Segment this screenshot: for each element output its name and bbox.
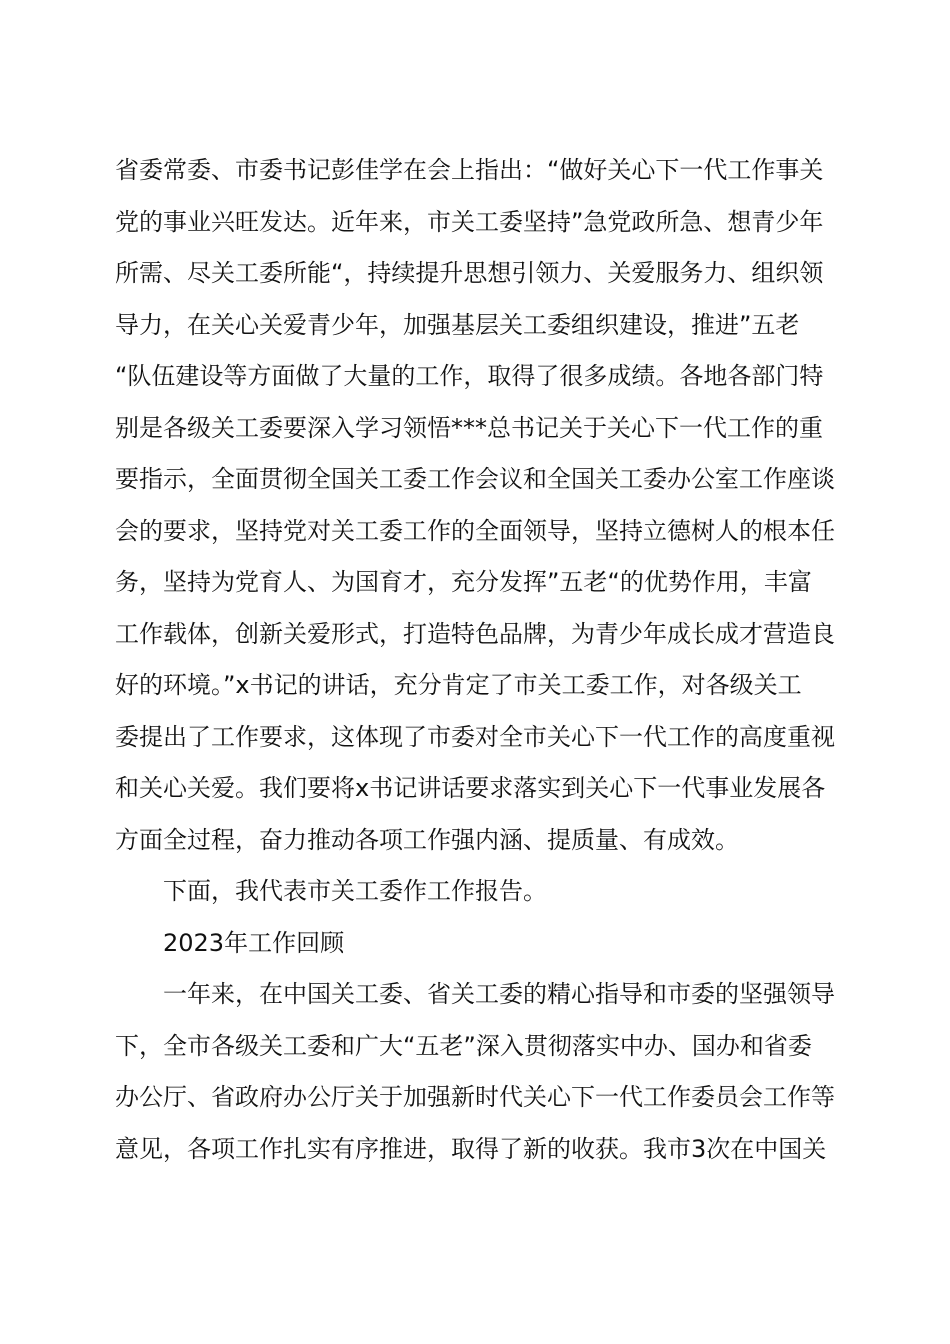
- body-text: [115, 145, 835, 1175]
- text-line: 委提出了工作要求，这体现了市委对全市关心下一代工作的高度重视: [115, 722, 835, 751]
- text-line: 下，全市各级关工委和广大“五老”深入贯彻落实中办、国办和省委: [115, 1031, 812, 1060]
- text-line: 会的要求，坚持党对关工委工作的全面领导，坚持立德树人的根本任: [115, 516, 835, 545]
- text-line: 导力，在关心关爱青少年，加强基层关工委组织建设，推进”五老: [115, 310, 800, 339]
- text-line: 办公厅、省政府办公厅关于加强新时代关心下一代工作委员会工作等: [115, 1083, 835, 1111]
- text-line: 2023年工作回顾: [163, 928, 345, 957]
- text-line: 所需、尽关工委所能“，持续提升思想引领力、关爱服务力、组织领: [115, 259, 824, 287]
- text-line: “队伍建设等方面做了大量的工作，取得了很多成绩。各地各部门特: [115, 362, 824, 390]
- text-line: 好的环境。”x书记的讲话，充分肯定了市关工委工作，对各级关工: [115, 671, 802, 699]
- text-line: 下面，我代表市关工委作工作报告。: [163, 877, 547, 905]
- text-line: 一年来，在中国关工委、省关工委的精心指导和市委的坚强领导: [163, 980, 835, 1008]
- text-line: 和关心关爱。我们要将x书记讲话要求落实到关心下一代事业发展各: [115, 774, 826, 802]
- text-line: 党的事业兴旺发达。近年来，市关工委坚持”急党政所急、想青少年: [115, 207, 824, 236]
- text-line: 意见，各项工作扎实有序推进，取得了新的收获。我市3次在中国关: [115, 1134, 827, 1163]
- text-line: 方面全过程，奋力推动各项工作强内涵、提质量、有成效。: [115, 825, 739, 854]
- text-line: 别是各级关工委要深入学习领悟***总书记关于关心下一代工作的重: [115, 413, 823, 442]
- text-line: 工作载体，创新关爱形式，打造特色品牌，为青少年成长成才营造良: [115, 619, 835, 648]
- text-line: 务，坚持为党育人、为国育才，充分发挥”五老“的优势作用，丰富: [115, 568, 812, 596]
- text-line: 要指示，全面贯彻全国关工委工作会议和全国关工委办公室工作座谈: [115, 465, 835, 493]
- text-line: 省委常委、市委书记彭佳学在会上指出：“做好关心下一代工作事关: [115, 156, 824, 184]
